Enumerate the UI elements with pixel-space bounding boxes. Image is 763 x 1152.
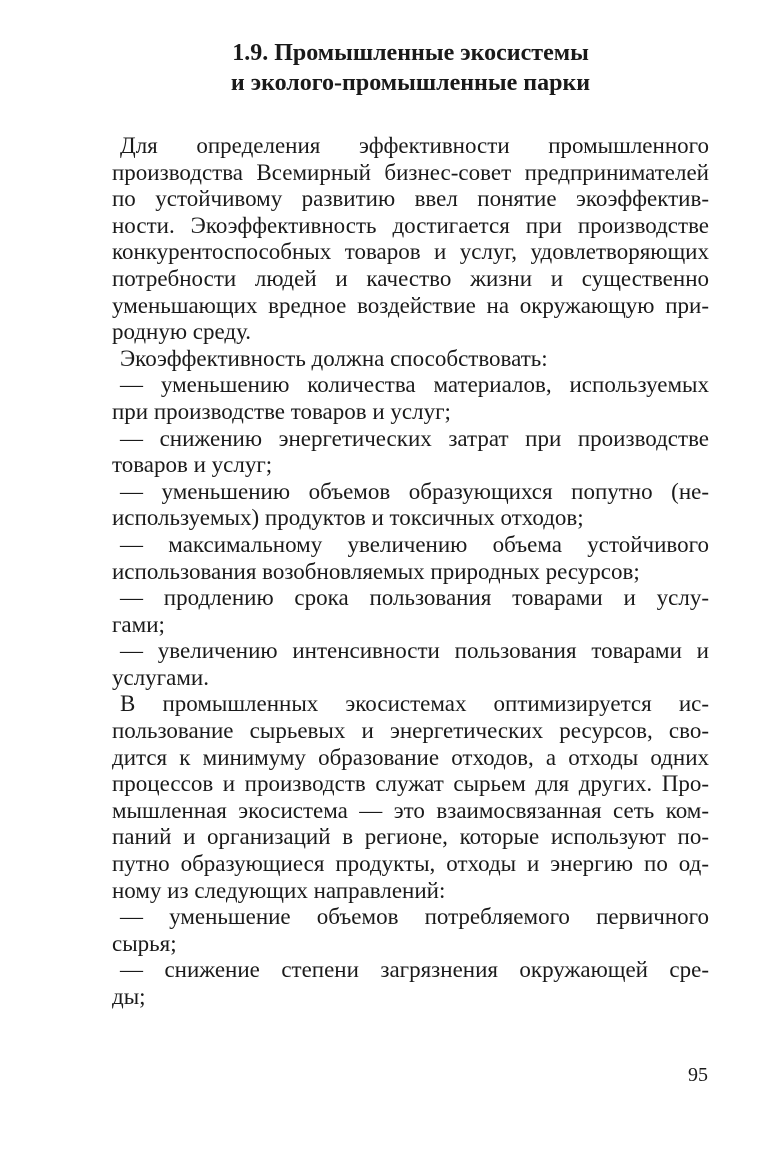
paragraph: [112, 957, 709, 1010]
text-line: — увеличению интенсивности пользования товарами и: [120, 638, 709, 664]
text-line: мышленная экосистема — это взаимосвязанная сеть ком-: [112, 797, 709, 823]
paragraph: [112, 691, 709, 904]
text-line: ности. Экоэффективность достигается при производстве: [112, 212, 709, 238]
text-line: сырья;: [112, 930, 177, 956]
text-line: гами;: [112, 611, 165, 637]
text-line: пользование сырьевых и энергетических ресурсов, сво-: [112, 718, 709, 744]
text-line: — уменьшение объемов потребляемого первичного: [120, 904, 709, 930]
text-line: конкурентоспособных товаров и услуг, удовлетворяющих: [112, 239, 709, 265]
paragraph: [112, 133, 709, 346]
text-line: — продлению срока пользования товарами и услу-: [120, 585, 709, 611]
paragraph: [112, 479, 709, 532]
paragraph: [112, 585, 709, 638]
text-line: при производстве товаров и услуг;: [112, 398, 451, 424]
text-line: — снижение степени загрязнения окружающей сре-: [120, 957, 709, 983]
text-line: процессов и производств служат сырьем для других. Про-: [112, 771, 709, 797]
text-line: уменьшающих вредное воздействие на окружающую при-: [112, 292, 709, 318]
paragraph: [112, 426, 709, 479]
text-line: использования возобновляемых природных ресурсов;: [112, 558, 640, 584]
text-line: используемых) продуктов и токсичных отходов;: [112, 505, 584, 531]
text-body: [112, 133, 709, 1011]
text-line: товаров и услуг;: [112, 452, 273, 478]
text-line: дится к минимуму образование отходов, а отходы одних: [112, 744, 709, 770]
text-line: потребности людей и качество жизни и существенно: [112, 265, 709, 291]
text-line: Для определения эффективности промышленного: [120, 133, 709, 158]
text-line: производства Всемирный бизнес-совет предпринимателей: [112, 159, 709, 185]
paragraph: [112, 372, 709, 425]
section-heading-line-2: и эколого-промышленные парки: [230, 70, 591, 96]
page-body: [112, 38, 709, 1011]
text-line: по устойчивому развитию ввел понятие экоэффектив-: [112, 186, 709, 212]
text-line: паний и организаций в регионе, которые используют по-: [112, 824, 709, 850]
paragraph: [112, 638, 709, 691]
page-number: 95: [688, 1064, 708, 1086]
paragraph: [112, 346, 709, 373]
text-line: путно образующиеся продукты, отходы и энергию по од-: [112, 851, 709, 877]
text-line: ному из следующих направлений:: [112, 877, 446, 903]
paragraph: [112, 532, 709, 585]
text-line: услугами.: [112, 664, 209, 690]
text-line: В промышленных экосистемах оптимизируется ис-: [120, 691, 709, 717]
text-line: — максимальному увеличению объема устойчивого: [120, 531, 709, 557]
section-heading-line-1: 1.9. Промышленные экосистемы: [232, 40, 589, 66]
text-line: — уменьшению количества материалов, используемых: [120, 372, 709, 398]
text-line: — снижению энергетических затрат при производстве: [120, 425, 709, 451]
section-heading: [112, 38, 709, 98]
paragraph: [112, 904, 709, 957]
text-line: — уменьшению объемов образующихся попутно (не-: [120, 478, 709, 504]
text-line: Экоэффективность должна способствовать:: [120, 345, 548, 371]
text-line: родную среду.: [112, 319, 252, 345]
text-line: ды;: [112, 984, 146, 1009]
